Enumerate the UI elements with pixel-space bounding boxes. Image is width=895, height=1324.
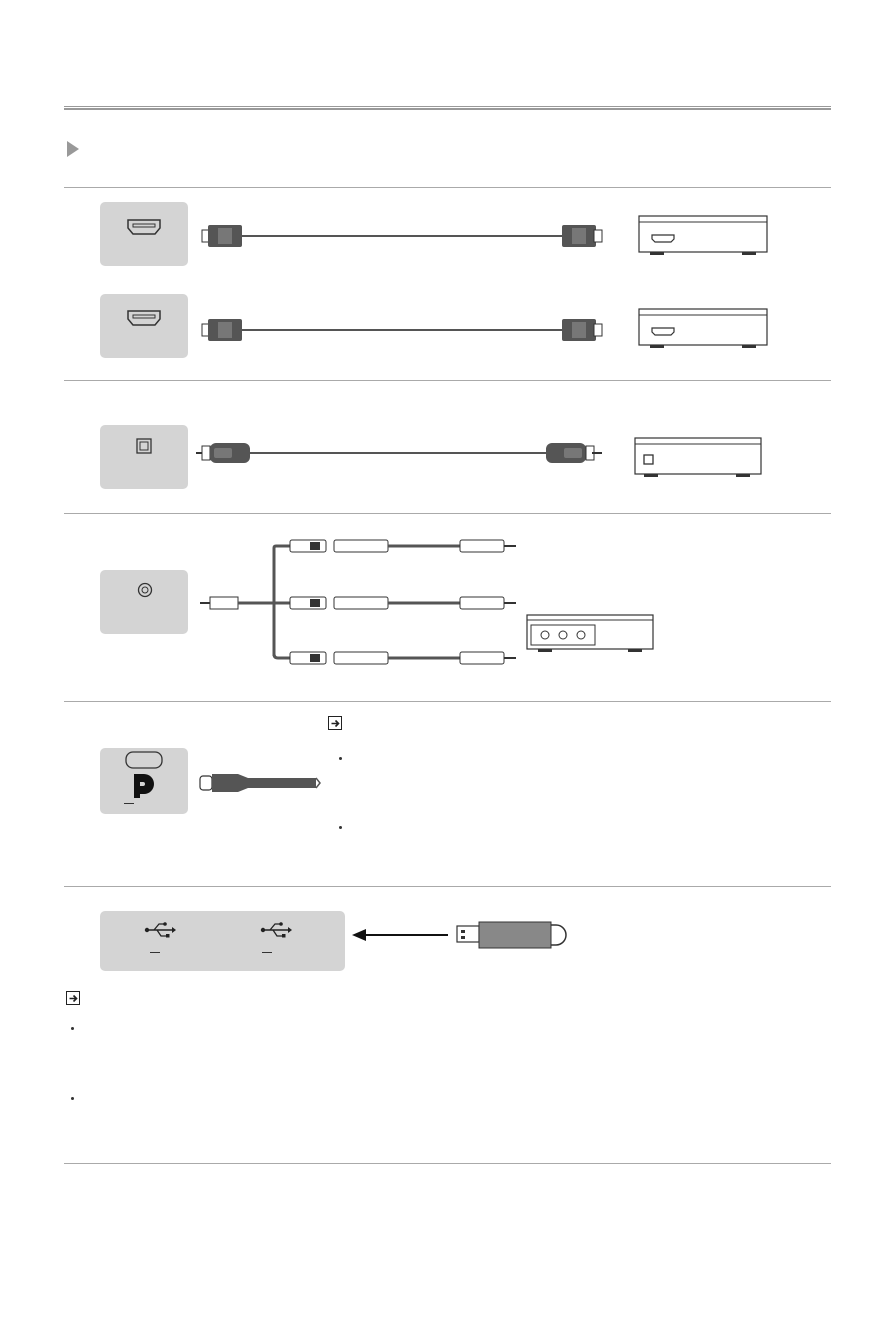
dc-symbol-icon	[262, 952, 272, 953]
note-bullet	[339, 826, 342, 829]
section-marker-icon	[66, 140, 80, 158]
coaxial-port-panel	[100, 570, 188, 634]
divider	[64, 513, 831, 514]
hdmi-port-icon	[127, 219, 161, 235]
usb-flash-drive-icon	[456, 916, 566, 954]
usb-port-panel	[100, 911, 345, 971]
insert-arrow-icon	[352, 928, 448, 942]
dc-symbol-icon	[150, 952, 160, 953]
divider	[64, 701, 831, 702]
set-top-box-icon	[638, 215, 768, 257]
hdmi-cable-icon	[200, 222, 604, 250]
usb-c-port-panel	[100, 748, 188, 814]
av-device-icon	[526, 614, 654, 654]
note-bullet	[71, 1027, 74, 1030]
optical-cable-icon	[194, 440, 604, 466]
divider	[64, 886, 831, 887]
optical-port-panel	[100, 425, 188, 489]
av-splitter-cable-icon	[198, 536, 528, 668]
hdmi-cable-icon	[200, 316, 604, 344]
set-top-box-icon	[638, 308, 768, 350]
hdmi-port-icon	[127, 310, 161, 326]
header-rule	[64, 106, 831, 110]
hdmi-port-panel	[100, 202, 188, 266]
usb-c-cable-icon	[198, 770, 324, 796]
note-bullet	[339, 757, 342, 760]
note-icon	[328, 716, 342, 730]
optical-port-icon	[136, 438, 152, 454]
audio-receiver-icon	[634, 437, 762, 479]
divider	[64, 1163, 831, 1164]
note-bullet	[71, 1097, 74, 1100]
divider	[64, 380, 831, 381]
hdmi-port-panel	[100, 294, 188, 358]
usb-symbol-icon	[260, 921, 292, 939]
dc-symbol-icon	[124, 803, 134, 804]
divider	[64, 187, 831, 188]
usb-symbol-icon	[144, 921, 176, 939]
displayport-logo-icon	[132, 772, 158, 800]
coaxial-port-icon	[137, 582, 153, 598]
note-icon	[66, 991, 80, 1005]
